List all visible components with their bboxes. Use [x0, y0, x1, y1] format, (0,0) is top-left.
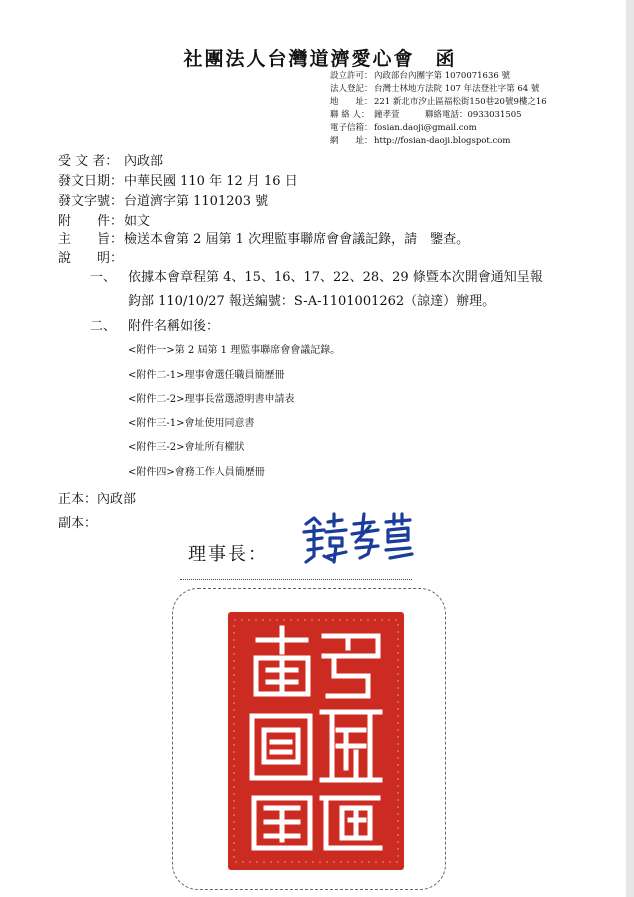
doc-number-field: 發文字號：台道濟字第 1101203 號	[58, 194, 269, 209]
attachment-item: <附件三-2>會址所有權狀	[128, 442, 245, 453]
address-line: 地 址：221 新北市汐止區福松街150巷20號9樓之16	[330, 97, 547, 107]
date-field: 發文日期：中華民國 110 年 12 月 16 日	[58, 174, 298, 189]
registration-line: 法人登記：台灣士林地方法院 107 年法登社字第 64 號	[330, 84, 540, 94]
handwritten-signature	[298, 510, 416, 570]
email-line: 電子信箱：fosian.daoji@gmail.com	[330, 123, 477, 133]
item-number: 一、	[90, 270, 117, 285]
copy-recipient: 副本：	[58, 516, 98, 531]
signature-strokes	[304, 514, 412, 562]
explanation-field: 說 明：	[58, 251, 124, 266]
item-text-line: 鈞部 110/10/27 報送編號：S-A-1101001262（諒達）辦理。	[128, 294, 496, 309]
item-text-line: 附件名稱如後：	[128, 319, 220, 334]
attachment-field: 附 件：如文	[58, 214, 151, 229]
recipient-field: 受 文 者： 內政部	[58, 154, 164, 169]
attachment-item: <附件四>會務工作人員簡歷冊	[128, 467, 265, 478]
item-number: 二、	[90, 319, 117, 334]
attachment-item: <附件三-1>會址使用同意書	[128, 418, 255, 429]
website-line: 網 址：http://fosian-daoji.blogspot.com	[330, 136, 511, 146]
page-edge	[626, 0, 634, 897]
letter-title: 社團法人台灣道濟愛心會 函	[183, 48, 457, 70]
attachment-item: <附件二-1>理事會選任職員簡歷冊	[128, 370, 285, 381]
contact-line: 聯 絡 人： 鐘孝萱 聯絡電話：0933031505	[330, 110, 522, 120]
organization-seal	[228, 612, 404, 870]
subject-field: 主 旨：檢送本會第 2 屆第 1 次理監事聯席會會議記錄，請 鑒查。	[58, 232, 470, 247]
attachment-item: <附件一>第 2 屆第 1 理監事聯席會會議記錄。	[128, 345, 341, 356]
chairman-label: 理事長：	[188, 544, 268, 565]
signature-dotted-line	[180, 579, 412, 580]
original-recipient: 正本：內政部	[58, 492, 137, 507]
license-line: 設立許可：內政部台內團字第 1070071636 號	[330, 71, 510, 81]
attachment-item: <附件二-2>理事長當選證明書申請表	[128, 394, 295, 405]
item-text-line: 依據本會章程第 4、15、16、17、22、28、29 條暨本次開會通知呈報	[128, 270, 543, 285]
